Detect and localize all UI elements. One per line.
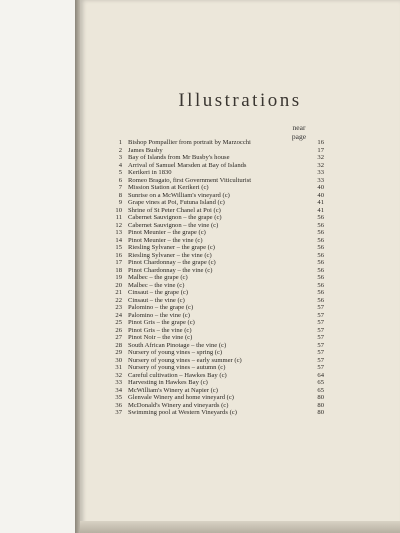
illustration-number: 21 [115, 289, 122, 296]
illustration-page-number: 56 [317, 266, 324, 274]
illustration-page-number: 64 [317, 371, 324, 379]
illustration-page-number: 57 [317, 304, 324, 311]
illustration-page-number: 57 [317, 319, 324, 326]
list-item [112, 357, 324, 365]
illustration-page-number: 33 [317, 169, 324, 176]
illustration-caption: Malbec – the vine (c) [128, 281, 185, 289]
list-item [112, 372, 324, 380]
illustration-caption: Malbec – the grape (c) [128, 274, 188, 281]
illustration-caption: Nursery of young vines – early summer (c) [128, 356, 242, 364]
illustration-caption: Cinsaut – the vine (c) [128, 296, 185, 304]
list-item [112, 342, 324, 350]
illustration-page-number: 32 [317, 161, 324, 169]
illustration-page-number: 57 [317, 349, 324, 356]
illustration-number: 4 [118, 161, 122, 169]
illustration-number: 20 [115, 281, 122, 289]
illustration-number: 12 [115, 221, 122, 229]
illustration-number: 16 [115, 251, 122, 259]
illustration-caption: Nursery of young vines – autumn (c) [128, 364, 226, 371]
illustration-page-number: 56 [317, 229, 324, 236]
illustration-caption: James Busby [128, 146, 163, 154]
illustration-number: 3 [118, 154, 122, 161]
illustration-number: 11 [115, 214, 122, 221]
illustration-caption: Bay of Islands from Mr Busby's house [128, 154, 230, 161]
list-item [112, 312, 324, 320]
list-item [112, 297, 324, 305]
illustration-page-number: 65 [317, 386, 324, 394]
illustration-caption: Pinot Gris – the grape (c) [128, 319, 195, 326]
illustration-caption: Cabernet Sauvignon – the grape (c) [128, 214, 222, 221]
illustration-caption: Pinot Chardonnay – the grape (c) [128, 259, 216, 266]
list-item [112, 409, 324, 417]
illustration-page-number: 57 [317, 341, 324, 349]
illustration-caption: Palomino – the grape (c) [128, 304, 194, 311]
illustration-caption: Shrine of St Peter Chanel at Poi (c) [128, 206, 221, 214]
illustration-page-number: 17 [317, 146, 324, 154]
illustration-number: 32 [115, 371, 122, 379]
list-item [112, 402, 324, 410]
illustration-number: 31 [115, 364, 122, 371]
list-item [112, 139, 324, 147]
illustration-caption: Harvesting in Hawkes Bay (c) [128, 379, 208, 386]
illustration-page-number: 56 [317, 221, 324, 229]
illustration-page-number: 56 [317, 281, 324, 289]
list-item [112, 364, 324, 372]
list-item [112, 259, 324, 267]
illustration-page-number: 65 [317, 379, 324, 386]
illustration-caption: McWilliam's Winery at Napier (c) [128, 386, 218, 394]
list-item [112, 274, 324, 282]
illustration-number: 6 [118, 176, 122, 184]
illustration-number: 23 [115, 304, 122, 311]
illustration-caption: Riesling Sylvaner – the grape (c) [128, 244, 215, 251]
illustration-caption: South African Pinotage – the vine (c) [128, 341, 227, 349]
illustration-number: 17 [115, 259, 122, 266]
list-item [112, 192, 324, 200]
illustration-number: 2 [118, 146, 122, 154]
illustration-page-number: 56 [317, 259, 324, 266]
illustration-page-number: 57 [317, 356, 324, 364]
illustration-page-number: 40 [317, 191, 324, 199]
illustration-number: 14 [115, 236, 122, 244]
illustration-number: 29 [115, 349, 122, 356]
illustration-caption: Pinot Noir – the vine (c) [128, 334, 193, 341]
list-item [112, 379, 324, 387]
illustration-number: 7 [118, 184, 122, 191]
page-column-header-line-1: near [292, 123, 306, 132]
illustration-page-number: 56 [317, 214, 324, 221]
illustration-number: 8 [118, 191, 122, 199]
list-item [112, 214, 324, 222]
list-item [112, 319, 324, 327]
illustration-caption: Careful cultivation – Hawkes Bay (c) [128, 371, 227, 379]
illustration-caption: Nursery of young vines – spring (c) [128, 349, 223, 356]
illustration-page-number: 33 [317, 176, 324, 184]
list-item [112, 222, 324, 230]
illustration-number: 24 [115, 311, 122, 319]
illustration-page-number: 56 [317, 274, 324, 281]
illustration-number: 13 [115, 229, 122, 236]
illustration-page-number: 57 [317, 311, 324, 319]
illustration-number: 25 [115, 319, 122, 326]
list-item [112, 244, 324, 252]
illustration-caption: Pinot Gris – the vine (c) [128, 326, 192, 334]
illustration-number: 5 [118, 169, 122, 176]
illustration-number: 33 [115, 379, 122, 386]
list-item [112, 327, 324, 335]
illustration-caption: Riesling Sylvaner – the vine (c) [128, 251, 212, 259]
list-item [112, 252, 324, 260]
list-item [112, 199, 324, 207]
illustration-page-number: 80 [317, 401, 324, 409]
illustration-caption: Pinot Chardonnay – the vine (c) [128, 266, 213, 274]
list-item [112, 147, 324, 155]
illustration-caption: Sunrise on a McWilliam's vineyard (c) [128, 191, 230, 199]
illustration-page-number: 56 [317, 289, 324, 296]
list-item [112, 229, 324, 237]
page-bottom-edge [80, 521, 400, 533]
list-item [112, 349, 324, 357]
illustration-page-number: 32 [317, 154, 324, 161]
illustration-number: 18 [115, 266, 122, 274]
illustration-caption: Grape vines at Poi, Futuna Island (c) [128, 199, 225, 206]
illustration-page-number: 56 [317, 236, 324, 244]
list-item [112, 282, 324, 290]
illustration-number: 28 [115, 341, 122, 349]
illustration-number: 22 [115, 296, 122, 304]
list-item [112, 184, 324, 192]
illustration-caption: McDonald's Winery and vineyards (c) [128, 401, 229, 409]
illustration-page-number: 57 [317, 364, 324, 371]
illustration-number: 35 [115, 394, 122, 401]
illustrations-list [112, 139, 324, 417]
illustration-number: 15 [115, 244, 122, 251]
illustration-page-number: 56 [317, 296, 324, 304]
illustration-number: 30 [115, 356, 122, 364]
illustration-number: 26 [115, 326, 122, 334]
illustration-page-number: 57 [317, 326, 324, 334]
list-item [112, 162, 324, 170]
illustration-caption: Kerikeri in 1830 [128, 169, 172, 176]
illustration-page-number: 80 [317, 394, 324, 401]
illustration-caption: Pinot Meunier – the grape (c) [128, 229, 206, 236]
list-item [112, 177, 324, 185]
illustration-page-number: 40 [317, 184, 324, 191]
illustration-number: 19 [115, 274, 122, 281]
page-column-header-line-2: page [291, 132, 307, 141]
list-item [112, 334, 324, 342]
illustration-caption: Swimming pool at Western Vineyards (c) [128, 409, 237, 416]
illustration-page-number: 41 [317, 206, 324, 214]
illustration-caption: Arrival of Samuel Marsden at Bay of Islands [128, 161, 247, 169]
illustration-number: 9 [118, 199, 122, 206]
illustration-number: 10 [115, 206, 122, 214]
illustration-caption: Cinsaut – the grape (c) [128, 289, 189, 296]
list-item [112, 237, 324, 245]
page-title: Illustrations [178, 90, 302, 111]
illustration-caption: Romeo Bragato, first Government Viticulturist [128, 176, 252, 184]
illustration-page-number: 80 [317, 409, 324, 416]
list-item [112, 289, 324, 297]
list-item [112, 154, 324, 162]
illustration-number: 27 [115, 334, 122, 341]
illustration-page-number: 41 [317, 199, 324, 206]
list-item [112, 394, 324, 402]
illustration-page-number: 56 [317, 244, 324, 251]
list-item [112, 304, 324, 312]
illustration-number: 37 [115, 409, 122, 416]
illustration-caption: Mission Station at Kerikeri (c) [128, 184, 209, 191]
list-item [112, 267, 324, 275]
illustration-page-number: 57 [317, 334, 324, 341]
illustration-page-number: 56 [317, 251, 324, 259]
list-item [112, 207, 324, 215]
illustration-caption: Bishop Pompallier from portrait by Marzocchi [128, 139, 251, 146]
illustration-caption: Pinot Meunier – the vine (c) [128, 236, 203, 244]
illustration-number: 34 [115, 386, 122, 394]
illustration-caption: Glenvale Winery and home vineyard (c) [128, 394, 234, 401]
illustration-number: 36 [115, 401, 122, 409]
list-item [112, 387, 324, 395]
illustration-caption: Cabernet Sauvignon – the vine (c) [128, 221, 219, 229]
illustration-caption: Palomino – the vine (c) [128, 311, 190, 319]
illustration-page-number: 16 [317, 139, 324, 146]
list-item [112, 169, 324, 177]
illustration-number: 1 [118, 139, 122, 146]
